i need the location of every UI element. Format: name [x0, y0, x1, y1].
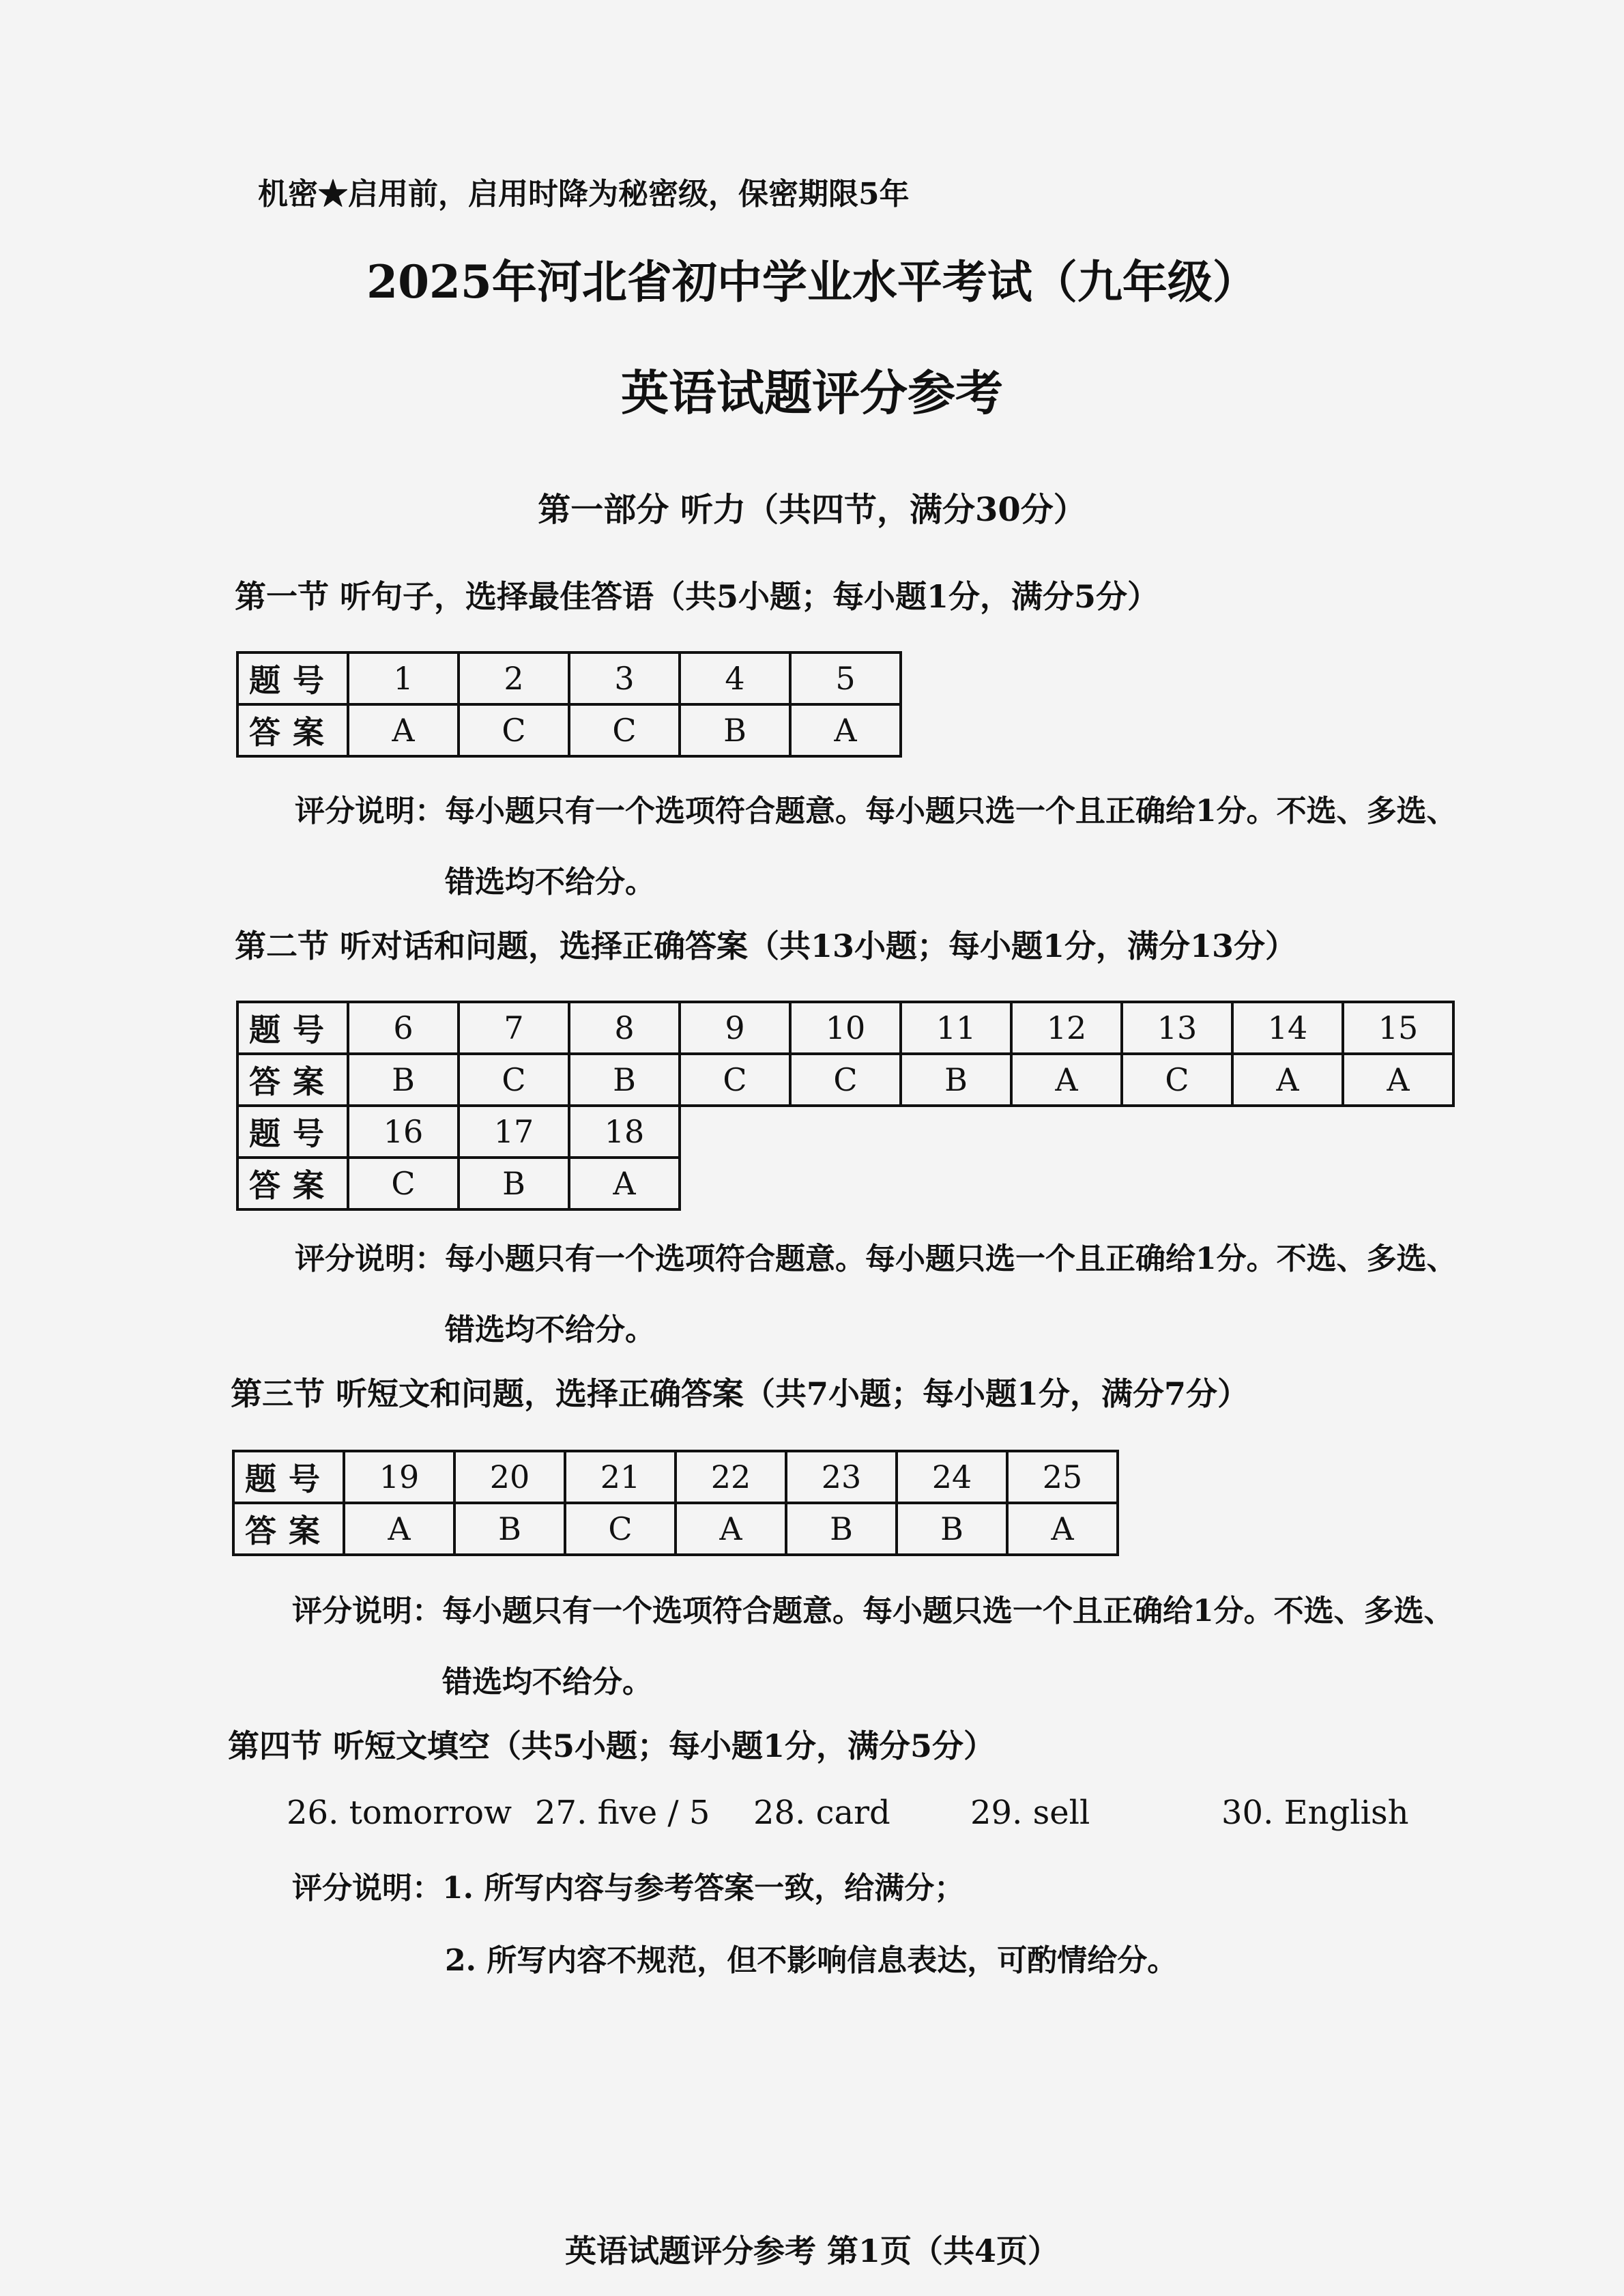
answer-cell: A	[1232, 1054, 1343, 1106]
document-subtitle: 英语试题评分参考	[621, 364, 1003, 421]
question-number: 19	[344, 1451, 454, 1503]
question-number: 5	[790, 652, 901, 704]
answer-cell: A	[569, 1158, 680, 1209]
answer-cell: A	[1007, 1503, 1118, 1555]
answer-cell: B	[569, 1054, 680, 1106]
answer-cell: A	[676, 1503, 786, 1555]
answer-cell: B	[348, 1054, 459, 1106]
blank-answer-28: 28. card	[753, 1794, 890, 1832]
table-row	[237, 1158, 1453, 1209]
section1-scoring-note	[295, 786, 1457, 830]
answer-cell: A	[1011, 1054, 1122, 1106]
question-number: 1	[348, 652, 459, 704]
row-label-number: 题号	[237, 1002, 348, 1054]
scoring-note-text: 每小题只有一个选项符合题意。每小题只选一个且正确给1分。不选、多选、	[445, 1242, 1457, 1276]
question-number: 23	[786, 1451, 897, 1503]
answer-cell: A	[790, 704, 901, 756]
question-number: 12	[1011, 1002, 1122, 1054]
answer-cell: C	[790, 1054, 901, 1106]
question-number: 21	[565, 1451, 676, 1503]
table-row	[233, 1503, 1118, 1555]
question-number: 9	[680, 1002, 790, 1054]
scoring-note-text: 每小题只有一个选项符合题意。每小题只选一个且正确给1分。不选、多选、	[445, 794, 1457, 829]
section4-scoring-note	[292, 1863, 964, 1907]
row-label-answer: 答案	[233, 1503, 344, 1555]
section3-answer-table	[232, 1450, 1119, 1556]
table-row	[237, 652, 901, 704]
answer-cell: B	[786, 1503, 897, 1555]
question-number: 14	[1232, 1002, 1343, 1054]
answer-cell: A	[344, 1503, 454, 1555]
section4-scoring-note-cont: 2. 所写内容不规范，但不影响信息表达，可酌情给分。	[445, 1943, 1178, 1978]
page-footer: 英语试题评分参考 第1页（共4页）	[564, 2233, 1060, 2269]
answer-cell: B	[897, 1503, 1007, 1555]
blank-answer-30: 30. English	[1221, 1794, 1409, 1832]
table-row	[237, 1002, 1453, 1054]
answer-cell: B	[454, 1503, 565, 1555]
question-number: 6	[348, 1002, 459, 1054]
section2-scoring-note-cont: 错选均不给分。	[445, 1312, 655, 1347]
question-number: 22	[676, 1451, 786, 1503]
answer-cell: C	[569, 704, 680, 756]
section3-scoring-note	[292, 1586, 1454, 1630]
question-number: 8	[569, 1002, 680, 1054]
question-number: 18	[569, 1106, 680, 1158]
section1-answer-table	[236, 651, 902, 758]
answer-cell: C	[565, 1503, 676, 1555]
blank-answer-26: 26. tomorrow	[287, 1794, 512, 1832]
scoring-note-text: 1. 所写内容与参考答案一致，给满分；	[442, 1871, 965, 1906]
question-number: 2	[459, 652, 569, 704]
answer-cell: B	[680, 704, 790, 756]
answer-cell: C	[680, 1054, 790, 1106]
row-label-number: 题号	[237, 1106, 348, 1158]
part1-title: 第一部分 听力（共四节，满分30分）	[538, 491, 1086, 529]
question-number: 20	[454, 1451, 565, 1503]
exam-title: 2025年河北省初中学业水平考试（九年级）	[366, 255, 1258, 308]
question-number: 11	[901, 1002, 1011, 1054]
row-label-number: 题号	[237, 652, 348, 704]
question-number: 16	[348, 1106, 459, 1158]
answer-cell: C	[1122, 1054, 1232, 1106]
section2-title: 第二节 听对话和问题，选择正确答案（共13小题；每小题1分，满分13分）	[235, 928, 1297, 964]
confidentiality-notice: 机密★启用前，启用时降为秘密级，保密期限5年	[258, 177, 910, 212]
answer-cell: C	[348, 1158, 459, 1209]
answer-cell: C	[459, 1054, 569, 1106]
row-label-answer: 答案	[237, 1054, 348, 1106]
section1-scoring-note-cont: 错选均不给分。	[445, 865, 655, 900]
question-number: 4	[680, 652, 790, 704]
scoring-note-label: 评分说明：	[292, 1594, 442, 1628]
table-row	[237, 1054, 1453, 1106]
answer-cell: A	[1343, 1054, 1453, 1106]
answer-cell: C	[459, 704, 569, 756]
table-row	[237, 704, 901, 756]
blank-answer-29: 29. sell	[970, 1794, 1090, 1832]
scoring-note-label: 评分说明：	[295, 794, 445, 829]
answer-cell: B	[459, 1158, 569, 1209]
row-label-number: 题号	[233, 1451, 344, 1503]
table-row	[237, 1106, 1453, 1158]
question-number: 10	[790, 1002, 901, 1054]
blank-answer-27: 27. five / 5	[535, 1794, 710, 1832]
question-number: 24	[897, 1451, 1007, 1503]
question-number: 15	[1343, 1002, 1453, 1054]
section4-title: 第四节 听短文填空（共5小题；每小题1分，满分5分）	[228, 1727, 996, 1764]
section1-title: 第一节 听句子，选择最佳答语（共5小题；每小题1分，满分5分）	[235, 578, 1159, 615]
scoring-note-label: 评分说明：	[295, 1242, 445, 1276]
question-number: 3	[569, 652, 680, 704]
answer-cell: A	[348, 704, 459, 756]
question-number: 17	[459, 1106, 569, 1158]
row-label-answer: 答案	[237, 1158, 348, 1209]
question-number: 25	[1007, 1451, 1118, 1503]
section2-scoring-note	[295, 1234, 1457, 1278]
table-row	[233, 1451, 1118, 1503]
section2-answer-table	[236, 1001, 1455, 1211]
scoring-note-text: 每小题只有一个选项符合题意。每小题只选一个且正确给1分。不选、多选、	[442, 1594, 1454, 1628]
question-number: 7	[459, 1002, 569, 1054]
row-label-answer: 答案	[237, 704, 348, 756]
section3-title: 第三节 听短文和问题，选择正确答案（共7小题；每小题1分，满分7分）	[231, 1375, 1249, 1412]
scoring-note-label: 评分说明：	[292, 1871, 442, 1906]
answer-cell: B	[901, 1054, 1011, 1106]
question-number: 13	[1122, 1002, 1232, 1054]
section3-scoring-note-cont: 错选均不给分。	[442, 1665, 652, 1699]
